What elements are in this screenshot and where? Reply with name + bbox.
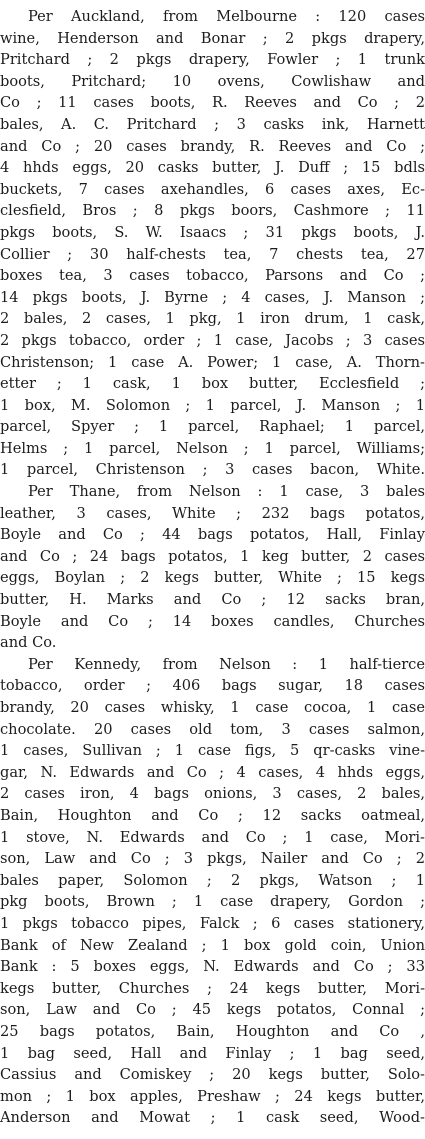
text-line: Boyle and Co ; 14 boxes candles, Churches	[0, 612, 425, 630]
text-line: pkgs boots, S. W. Isaacs ; 31 pkgs boots, J.	[0, 223, 425, 241]
paragraph-auckland	[0, 6, 425, 481]
text-line: 25 bags potatos, Bain, Houghton and Co ,	[0, 1022, 425, 1040]
text-line: 2 pkgs tobacco, order ; 1 case, Jacobs ; 3 cases	[0, 331, 425, 349]
text-line: 2 bales, 2 cases, 1 pkg, 1 iron drum, 1 cask,	[0, 310, 425, 328]
text-line: boots, Pritchard; 10 ovens, Cowlishaw and	[0, 72, 425, 90]
text-line: and Co ; 24 bags potatos, 1 keg butter, 2 cases	[0, 547, 425, 565]
paragraph-kennedy	[0, 654, 425, 1129]
text-line: son, Law and Co ; 3 pkgs, Nailer and Co ; 2	[0, 850, 425, 868]
text-line: Bank : 5 boxes eggs, N. Edwards and Co ; 33	[0, 958, 425, 976]
text-line: leather, 3 cases, White ; 232 bags potatos,	[0, 504, 425, 522]
text-line: Christenson; 1 case A. Power; 1 case, A. Thorn-	[0, 353, 425, 371]
text-line: Bain, Houghton and Co ; 12 sacks oatmeal,	[0, 806, 425, 824]
text-line: and Co ; 20 cases brandy, R. Reeves and Co ;	[0, 137, 425, 155]
text-line: boxes tea, 3 cases tobacco, Parsons and Co ;	[0, 267, 425, 285]
text-line: 1 pkgs tobacco pipes, Falck ; 6 cases stationery,	[0, 914, 425, 932]
text-line: Collier ; 30 half-chests tea, 7 chests tea, 27	[0, 245, 425, 263]
text-line: Co ; 11 cases boots, R. Reeves and Co ; 2	[0, 94, 425, 112]
text-line: 1 stove, N. Edwards and Co ; 1 case, Mori-	[0, 828, 425, 846]
text-line: 1 parcel, Christenson ; 3 cases bacon, White.	[0, 461, 425, 479]
text-line: 1 bag seed, Hall and Finlay ; 1 bag seed,	[0, 1044, 425, 1062]
text-line: bales, A. C. Pritchard ; 3 casks ink, Harnett	[0, 115, 425, 133]
text-line: tobacco, order ; 406 bags sugar, 18 cases	[0, 677, 425, 695]
text-line: parcel, Spyer ; 1 parcel, Raphael; 1 parcel,	[0, 418, 425, 436]
text-line: 1 cases, Sullivan ; 1 case figs, 5 qr-casks vine-	[0, 742, 425, 760]
text-line: wine, Henderson and Bonar ; 2 pkgs drapery,	[0, 29, 425, 47]
text-line: 2 cases iron, 4 bags onions, 3 cases, 2 bales,	[0, 785, 425, 803]
text-line: Boyle and Co ; 44 bags potatos, Hall, Finlay	[0, 526, 425, 544]
text-line: Per Auckland, from Melbourne : 120 cases	[28, 8, 425, 25]
text-line: Anderson and Mowat ; 1 cask seed, Wood-	[0, 1109, 425, 1127]
text-line: bales paper, Solomon ; 2 pkgs, Watson ; 1	[0, 871, 425, 889]
text-line: 1 box, M. Solomon ; 1 parcel, J. Manson ; 1	[0, 396, 425, 414]
text-line: mon ; 1 box apples, Preshaw ; 24 kegs butter,	[0, 1087, 425, 1105]
text-line: butter, H. Marks and Co ; 12 sacks bran,	[0, 591, 425, 609]
newspaper-column	[0, 6, 425, 1129]
text-line: son, Law and Co ; 45 kegs potatos, Connal ;	[0, 1001, 425, 1019]
text-line: gar, N. Edwards and Co ; 4 cases, 4 hhds eggs,	[0, 763, 425, 781]
text-line: etter ; 1 cask, 1 box butter, Ecclesfield ;	[0, 375, 425, 393]
text-line: 14 pkgs boots, J. Byrne ; 4 cases, J. Manson ;	[0, 288, 425, 306]
text-line: Per Thane, from Nelson : 1 case, 3 bales	[28, 483, 425, 501]
text-line: pkg boots, Brown ; 1 case drapery, Gordon ;	[0, 893, 425, 911]
paragraph-thane	[0, 481, 425, 654]
text-line: Pritchard ; 2 pkgs drapery, Fowler ; 1 trunk	[0, 51, 425, 69]
text-line: chocolate. 20 cases old tom, 3 cases salmon,	[0, 720, 425, 738]
text-line: buckets, 7 cases axehandles, 6 cases axes, Ec-	[0, 180, 425, 198]
text-line: kegs butter, Churches ; 24 kegs butter, Mori-	[0, 979, 425, 997]
text-line: eggs, Boylan ; 2 kegs butter, White ; 15 kegs	[0, 569, 425, 587]
text-line: 4 hhds eggs, 20 casks butter, J. Duff ; 15 bdls	[0, 159, 425, 177]
text-line: clesfield, Bros ; 8 pkgs boors, Cashmore ; 11	[0, 202, 425, 220]
text-line: Per Kennedy, from Nelson : 1 half-tierce	[28, 655, 425, 673]
text-line: Bank of New Zealand ; 1 box gold coin, Union	[0, 936, 425, 954]
text-line: Helms ; 1 parcel, Nelson ; 1 parcel, Williams;	[0, 439, 425, 457]
text-line: Cassius and Comiskey ; 20 kegs butter, Solo-	[0, 1066, 425, 1084]
text-line: brandy, 20 cases whisky, 1 case cocoa, 1 case	[0, 699, 425, 716]
text-line: and Co.	[0, 634, 57, 652]
